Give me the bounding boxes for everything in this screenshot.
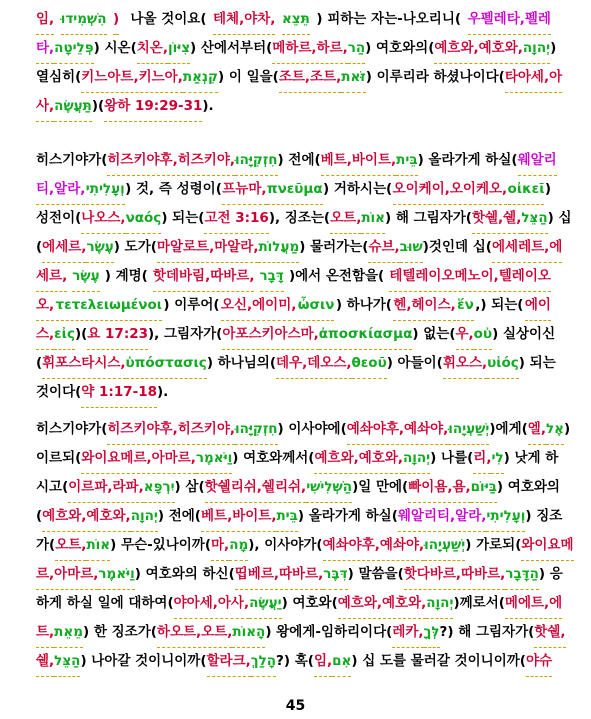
reading-gloss: 야슈 bbox=[526, 647, 552, 677]
text-run: 것이다( bbox=[36, 384, 82, 400]
reading-gloss: 오이케이,오이케오, bbox=[393, 175, 508, 205]
reading-gloss: 할라크, bbox=[207, 647, 251, 677]
text-run: ) 여호와의( bbox=[365, 40, 435, 56]
text-run: ) 무슨-있나이까( bbox=[110, 537, 212, 553]
text-line bbox=[36, 618, 566, 647]
reading-gloss: 웨알리 bbox=[518, 146, 557, 176]
reading-gloss: 약 1:17-18 bbox=[81, 378, 157, 408]
reading-gloss: 나오스, bbox=[81, 204, 125, 234]
reading-gloss: 예솨야후,예솨야, bbox=[347, 415, 449, 445]
original-word: אִם bbox=[332, 647, 351, 677]
text-line bbox=[36, 262, 551, 291]
text-run: )일 만에( bbox=[352, 479, 409, 495]
text-run: )에서 온전함을( bbox=[288, 268, 385, 284]
reading-gloss: 치온, bbox=[137, 34, 168, 64]
original-word: אֶל bbox=[546, 415, 564, 445]
text-run: ) 이루어( bbox=[163, 297, 220, 313]
text-run: ,) 되는( bbox=[475, 297, 524, 313]
text-run: ) 거하시는( bbox=[322, 181, 393, 197]
paragraph-1 bbox=[36, 5, 563, 121]
text-run: ) 되는( bbox=[161, 210, 205, 226]
original-word: בַּיּוֹם bbox=[471, 473, 497, 503]
reading-gloss: 우, bbox=[456, 320, 474, 350]
reading-gloss: 프뉴마, bbox=[222, 175, 266, 205]
text-run: ) 여호와의 bbox=[496, 479, 560, 495]
text-run: 열심히( bbox=[36, 69, 82, 85]
text-run: 히스기야가( bbox=[36, 421, 108, 437]
text-line bbox=[36, 415, 571, 444]
reading-gloss: 예흐와,예호와, bbox=[314, 444, 403, 474]
reading-gloss: 요 17:23 bbox=[87, 320, 148, 350]
text-run: 시고( bbox=[36, 479, 69, 495]
original-word: הַצֵּל bbox=[521, 204, 547, 234]
reading-gloss: 베트,바이트, bbox=[201, 502, 276, 532]
text-run: ) 말씀을( bbox=[347, 566, 404, 582]
reading-gloss: 핫쉘, bbox=[534, 618, 565, 648]
reading-gloss: 띱베르,따바르, bbox=[235, 560, 324, 590]
reading-gloss: 키느아트,키느아, bbox=[81, 63, 183, 93]
text-run: )께로서( bbox=[453, 595, 505, 611]
text-run: ) 아들이( bbox=[386, 355, 443, 371]
text-run: ) 하나가( bbox=[335, 297, 392, 313]
reading-gloss: 티,알라, bbox=[36, 175, 85, 205]
original-word: הַדָּבָר bbox=[505, 560, 539, 590]
text-line bbox=[36, 233, 563, 262]
reading-gloss: 핫다바르,따바르, bbox=[404, 560, 506, 590]
reading-gloss: 세르, bbox=[36, 262, 67, 292]
original-word: מֵאֵת bbox=[54, 618, 83, 648]
original-word: יְהוָה bbox=[523, 34, 550, 64]
original-word: הָאוֹת bbox=[232, 618, 265, 648]
text-line bbox=[36, 647, 551, 676]
reading-gloss: 오트, bbox=[330, 204, 361, 234]
reading-gloss: 헨,헤이스, bbox=[393, 291, 455, 321]
text-run: ) bbox=[550, 40, 557, 56]
original-word: חִזְקִיָּהוּ bbox=[235, 415, 278, 445]
text-run: 가( bbox=[36, 537, 56, 553]
page-number: 45 bbox=[285, 698, 306, 714]
reading-gloss: 에세레트,에 bbox=[492, 233, 562, 263]
reading-gloss: 우펠레타,펠레 bbox=[468, 5, 551, 35]
original-word: תֵּצֵא bbox=[282, 5, 310, 35]
text-run: ) 나를( bbox=[430, 450, 474, 466]
reading-gloss: 오트, bbox=[55, 531, 86, 561]
original-word: עֶשֶׂר bbox=[86, 233, 113, 263]
reading-gloss: 사, bbox=[36, 92, 54, 122]
original-word: וַיֹּאמֶר bbox=[98, 560, 134, 590]
original-word: וְעָלִיתִי bbox=[486, 502, 525, 532]
original-word: יַעֲשֶׂה bbox=[249, 589, 281, 619]
original-word: לִי bbox=[491, 444, 503, 474]
text-run: ) 해 그림자가( bbox=[385, 210, 472, 226]
text-run: ) 여호와( bbox=[281, 595, 338, 611]
reading-gloss: 와이요메 bbox=[521, 531, 573, 561]
reading-gloss: 에이 bbox=[525, 291, 551, 321]
text-run: ) 낫게 하 bbox=[503, 450, 559, 466]
text-run: )에게( bbox=[489, 421, 528, 437]
text-run: ?) 해 그림자가( bbox=[439, 624, 535, 640]
reading-gloss: 예흐와,예호와, bbox=[338, 589, 427, 619]
reading-gloss: 웨알리티,알라, bbox=[398, 502, 487, 532]
text-run: ) bbox=[544, 181, 551, 197]
text-run: ) bbox=[563, 421, 571, 437]
original-word: ἕν bbox=[457, 291, 474, 321]
reading-gloss: 아포스키아스마, bbox=[222, 320, 318, 350]
text-run: 나올 것이요( bbox=[125, 11, 207, 27]
original-word: מָה bbox=[229, 531, 248, 561]
original-word: ναός bbox=[126, 204, 162, 234]
original-word: אוֹת bbox=[86, 531, 110, 561]
original-word: תַּעֲשֶׂה bbox=[54, 92, 92, 122]
original-word: דִּבֶּר bbox=[323, 560, 347, 590]
text-run: ) 가로되( bbox=[465, 537, 522, 553]
original-word: יְהוָה bbox=[403, 444, 430, 474]
original-word: בֵּית bbox=[396, 146, 417, 176]
reading-gloss: 핫쉘,쉘, bbox=[472, 204, 521, 234]
text-line bbox=[36, 444, 559, 473]
text-run: )( bbox=[91, 98, 105, 114]
text-run: ) 한 징조가( bbox=[83, 624, 157, 640]
text-run: ) 전에( bbox=[157, 508, 201, 524]
reading-gloss: 핫쉘리쉬,쉘리쉬, bbox=[205, 473, 307, 503]
text-run: 하게 하실 일에 대하여( bbox=[36, 595, 174, 611]
original-word: הַצֵּל bbox=[54, 647, 80, 677]
original-word: τετελειωμένοι bbox=[56, 291, 163, 321]
text-run: ), 징조는( bbox=[268, 210, 331, 226]
paragraph-2 bbox=[36, 146, 572, 407]
reading-gloss: ) bbox=[113, 5, 119, 35]
reading-gloss: 임, bbox=[314, 647, 332, 677]
text-line bbox=[36, 34, 557, 63]
text-run: ) 도가( bbox=[113, 239, 157, 255]
text-run: ) 시온( bbox=[93, 40, 137, 56]
original-word: וַיֹּאמֶר bbox=[196, 444, 232, 474]
original-word: הַר bbox=[348, 34, 365, 64]
original-word: הַשְּׁלִישִׁי bbox=[306, 473, 352, 503]
text-line bbox=[36, 560, 563, 589]
original-word: οἰκεῖ bbox=[508, 175, 545, 205]
original-word: צִיּוֹן bbox=[168, 34, 190, 64]
original-word: ὦσιν bbox=[298, 291, 335, 321]
reading-gloss: 오, bbox=[36, 291, 54, 321]
reading-gloss: 왕하 19:29-31 bbox=[104, 92, 202, 122]
original-word: פְּלֵיטָה bbox=[54, 34, 93, 64]
text-line bbox=[36, 378, 551, 407]
original-word: לְּךָ bbox=[424, 618, 440, 648]
reading-gloss: 테텔레이오메노이,텔레이오 bbox=[389, 262, 551, 292]
reading-gloss: 이르파,라파, bbox=[68, 473, 143, 503]
original-word: θεοῦ bbox=[352, 349, 387, 379]
reading-gloss: 예솨야후,예솨야, bbox=[323, 531, 425, 561]
reading-gloss: 메에트,에 bbox=[505, 589, 562, 619]
text-run: ) 나아갈 것이니이까( bbox=[80, 653, 207, 669]
original-word: οὐ bbox=[474, 320, 492, 350]
text-run: ), 이사야가( bbox=[248, 537, 323, 553]
text-run: ) 이루리라 하셨나이다( bbox=[365, 69, 505, 85]
original-word: יִרְפָּא bbox=[144, 473, 175, 503]
original-word: הִשְׁמִידוּ bbox=[61, 5, 107, 35]
text-run: 성전이( bbox=[36, 210, 82, 226]
reading-gloss: 슈브, bbox=[368, 233, 399, 263]
original-word: שׁוּב bbox=[400, 233, 423, 263]
reading-gloss: 타아세,아 bbox=[505, 63, 562, 93]
text-run: ) 피하는 자는-나오리니( bbox=[316, 11, 462, 27]
reading-gloss: 마알로트,마알라, bbox=[157, 233, 259, 263]
reading-gloss: 레카, bbox=[392, 618, 423, 648]
reading-gloss: 조트,조트, bbox=[279, 63, 341, 93]
text-run: ) 산에서부터( bbox=[190, 40, 273, 56]
text-run: ) 계명( bbox=[104, 268, 148, 284]
reading-gloss: 하오트,오트, bbox=[157, 618, 232, 648]
original-word: יְשַׁעְיָהוּ bbox=[448, 415, 489, 445]
reading-gloss: 베트,바이트, bbox=[321, 146, 396, 176]
text-run: ). bbox=[202, 98, 214, 114]
reading-gloss: 고전 3:16 bbox=[204, 204, 268, 234]
reading-gloss: 에세르, bbox=[42, 233, 86, 263]
original-word: πνεῦμα bbox=[267, 175, 323, 205]
text-run: ) 올라가게 하실( bbox=[297, 508, 398, 524]
original-word: וְעָלִיתִי bbox=[86, 175, 125, 205]
text-line bbox=[36, 175, 551, 204]
text-run: ). bbox=[157, 384, 169, 400]
original-word: קִנְאַת bbox=[183, 63, 218, 93]
text-run: ) 되는 bbox=[518, 355, 556, 371]
text-run: ) 이 일을( bbox=[217, 69, 279, 85]
original-word: דָּבָר bbox=[260, 262, 284, 292]
text-run: ) 없는( bbox=[412, 326, 456, 342]
reading-gloss: 예흐와,예호와, bbox=[42, 502, 131, 532]
text-line bbox=[36, 320, 556, 349]
text-run: ( bbox=[36, 239, 43, 255]
text-run: ) 왕에게-임하리이다( bbox=[265, 624, 393, 640]
text-run: ) 물러가는( bbox=[299, 239, 369, 255]
text-line bbox=[36, 531, 574, 560]
text-run: ) 여호와의 하신( bbox=[134, 566, 235, 582]
text-line bbox=[36, 146, 557, 175]
reading-gloss: 테체,야차, bbox=[213, 5, 275, 35]
text-line bbox=[36, 349, 556, 378]
reading-gloss: 리, bbox=[473, 444, 491, 474]
text-run: ) 십 bbox=[547, 210, 572, 226]
text-run: ) 것, 즉 성령이( bbox=[125, 181, 222, 197]
text-run: ?) 혹( bbox=[276, 653, 314, 669]
text-run: ( bbox=[36, 355, 43, 371]
text-run: ) 삼( bbox=[174, 479, 205, 495]
text-run: ) 올라가게 하실( bbox=[417, 152, 518, 168]
reading-gloss: 히즈키야후,히즈키야, bbox=[107, 146, 235, 176]
reading-gloss: 르,아마르, bbox=[36, 560, 98, 590]
text-line bbox=[36, 63, 563, 92]
reading-gloss: 메하르,하르, bbox=[272, 34, 347, 64]
text-run: ) 응 bbox=[538, 566, 563, 582]
reading-gloss: 예흐와,예호와, bbox=[434, 34, 523, 64]
reading-gloss: 타, bbox=[36, 34, 54, 64]
text-line bbox=[36, 473, 560, 502]
text-run: ) 하나님의( bbox=[206, 355, 277, 371]
reading-gloss: 와이요메르,아마르, bbox=[81, 444, 196, 474]
text-line bbox=[36, 204, 572, 233]
paragraph-3 bbox=[36, 415, 574, 676]
reading-gloss: 데우,데오스, bbox=[276, 349, 351, 379]
text-run: )것인데 십( bbox=[422, 239, 492, 255]
text-run: ) 십 도를 물러갈 것이니이까( bbox=[351, 653, 526, 669]
text-line bbox=[36, 502, 563, 531]
original-word: חִזְקִיָּהוּ bbox=[235, 146, 278, 176]
original-word: εἰς bbox=[54, 320, 75, 350]
text-run: ) 징조 bbox=[525, 508, 563, 524]
reading-gloss: 휘포스타시스, bbox=[42, 349, 125, 379]
text-run: 이르되( bbox=[36, 450, 82, 466]
text-line bbox=[36, 5, 551, 34]
reading-gloss: 쉘, bbox=[36, 647, 54, 677]
text-run: ) 전에( bbox=[277, 152, 321, 168]
text-run: ) 여호와께서( bbox=[232, 450, 315, 466]
reading-gloss: 트, bbox=[36, 618, 54, 648]
reading-gloss: 빠이욤,욤, bbox=[408, 473, 470, 503]
text-line bbox=[36, 291, 551, 320]
original-word: υἱός bbox=[487, 349, 519, 379]
original-word: זֹּאת bbox=[341, 63, 365, 93]
text-line bbox=[36, 589, 563, 618]
original-word: בֵּית bbox=[276, 502, 297, 532]
original-word: אוֹת bbox=[361, 204, 385, 234]
original-word: יְהוָה bbox=[131, 502, 158, 532]
reading-gloss: 히즈키야후,히즈키야, bbox=[107, 415, 235, 445]
original-word: עֶשֶׂר bbox=[72, 262, 99, 292]
original-word: יְשַׁעְיָהוּ bbox=[424, 531, 465, 561]
text-run: )( bbox=[74, 326, 88, 342]
reading-gloss: 엘, bbox=[528, 415, 546, 445]
reading-gloss: 스, bbox=[36, 320, 54, 350]
original-word: מַעֲלוֹת bbox=[258, 233, 299, 263]
original-word: הָלַךְ bbox=[251, 647, 276, 677]
original-word: ὑπόστασις bbox=[126, 349, 207, 379]
reading-gloss: 휘오스, bbox=[443, 349, 487, 379]
text-run: 히스기야가( bbox=[36, 152, 108, 168]
original-word: ἀποσκίασμα bbox=[319, 320, 413, 350]
reading-gloss: 임, bbox=[36, 5, 54, 35]
original-word: יְהוָה bbox=[426, 589, 453, 619]
text-line bbox=[36, 92, 551, 121]
reading-gloss: 오신,에이미, bbox=[221, 291, 296, 321]
reading-gloss: 마, bbox=[211, 531, 229, 561]
text-run: ( bbox=[36, 508, 43, 524]
reading-gloss: 야아세,아사, bbox=[174, 589, 249, 619]
text-run: ), 그림자가( bbox=[148, 326, 223, 342]
text-run: ) 실상이신 bbox=[492, 326, 556, 342]
reading-gloss: 핫데바림,따바르, bbox=[153, 262, 255, 292]
text-run: ) 이사야에( bbox=[277, 421, 347, 437]
